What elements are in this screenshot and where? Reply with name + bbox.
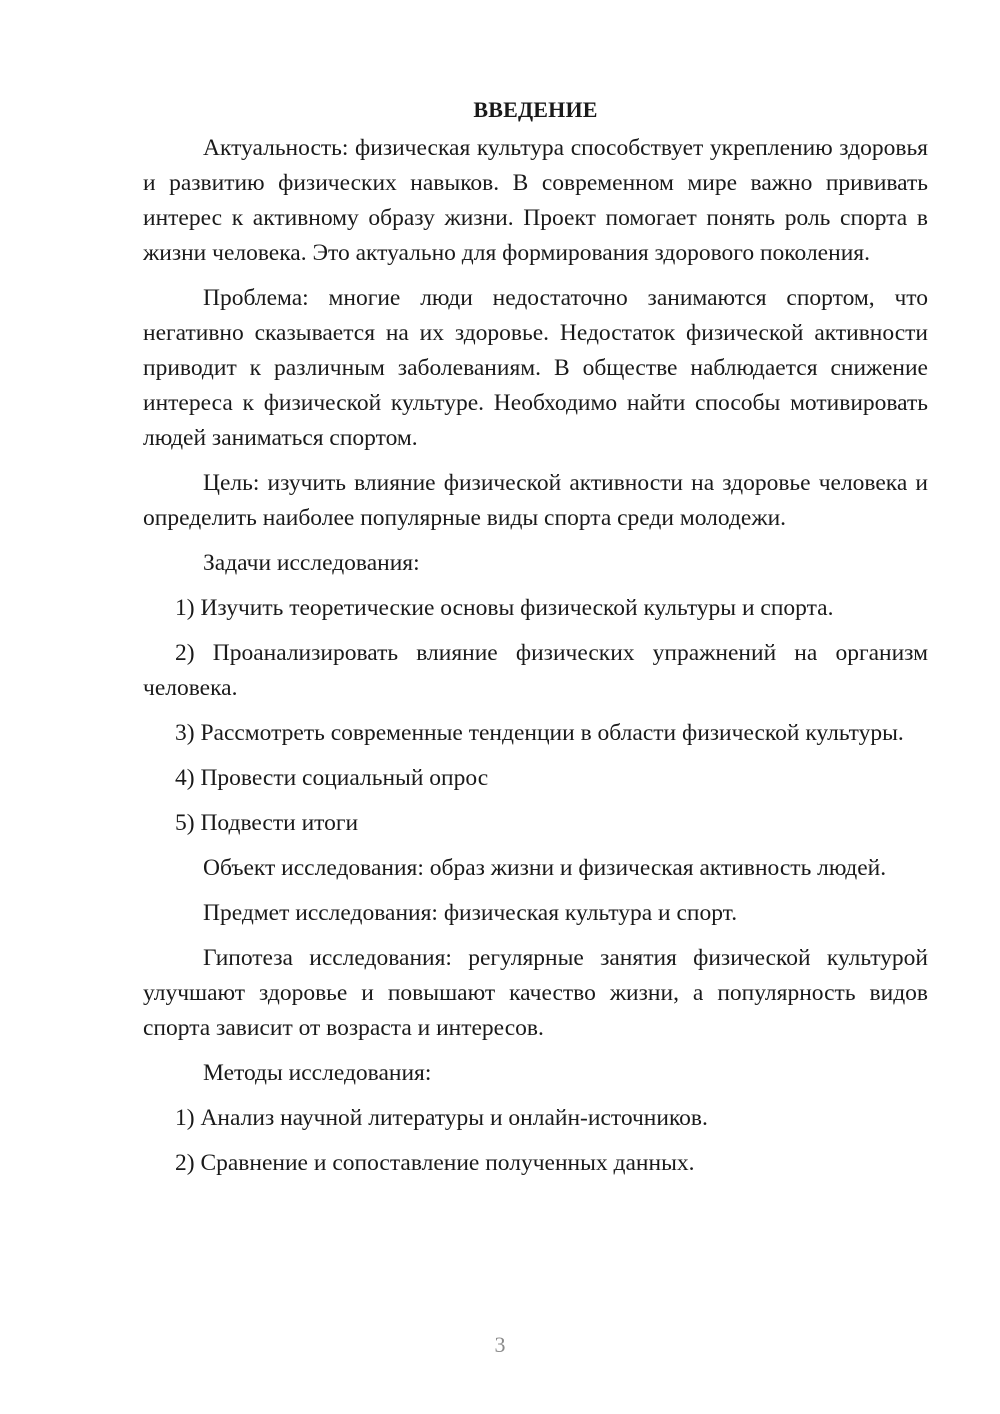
task-item: 2) Проанализировать влияние физических упражнений на организм человека. xyxy=(143,640,928,701)
page-number: 3 xyxy=(494,1332,506,1357)
paragraph-object: Объект исследования: образ жизни и физическая активность людей. xyxy=(203,855,887,881)
method-item: 1) Анализ научной литературы и онлайн-источников. xyxy=(175,1105,708,1131)
paragraph-goal: Цель: изучить влияние физической активности на здоровье человека и определить наиболее популярные виды спорта среди молодежи. xyxy=(143,470,928,531)
methods-heading: Методы исследования: xyxy=(203,1060,432,1086)
tasks-heading: Задачи исследования: xyxy=(203,550,420,576)
task-item: 3) Рассмотреть современные тенденции в области физической культуры. xyxy=(175,720,904,746)
paragraph-subject: Предмет исследования: физическая культура и спорт. xyxy=(203,900,738,926)
document-page xyxy=(143,92,928,1191)
method-item: 2) Сравнение и сопоставление полученных данных. xyxy=(175,1150,695,1176)
paragraph-actuality: Актуальность: физическая культура способствует укреплению здоровья и развитию физических навыков. В современном мире важно прививать интерес к активному образу жизни. Проект помогает понять роль спорта в жизни человека. Это актуально для формирования здорового поколения. xyxy=(143,135,928,266)
paragraph-hypothesis: Гипотеза исследования: регулярные занятия физической культурой улучшают здоровье и повышают качество жизни, а популярность видов спорта зависит от возраста и интересов. xyxy=(143,945,928,1041)
paragraph-problem: Проблема: многие люди недостаточно занимаются спортом, что негативно сказывается на их здоровье. Недостаток физической активности приводит к различным заболеваниям. В обществе наблюдается снижение интереса к физической культуре. Необходимо найти способы мотивировать людей заниматься спортом. xyxy=(143,285,928,451)
page-title: ВВЕДЕНИЕ xyxy=(473,97,598,122)
task-item: 1) Изучить теоретические основы физической культуры и спорта. xyxy=(175,595,834,621)
task-item: 5) Подвести итоги xyxy=(175,810,359,836)
task-item: 4) Провести социальный опрос xyxy=(175,765,489,791)
